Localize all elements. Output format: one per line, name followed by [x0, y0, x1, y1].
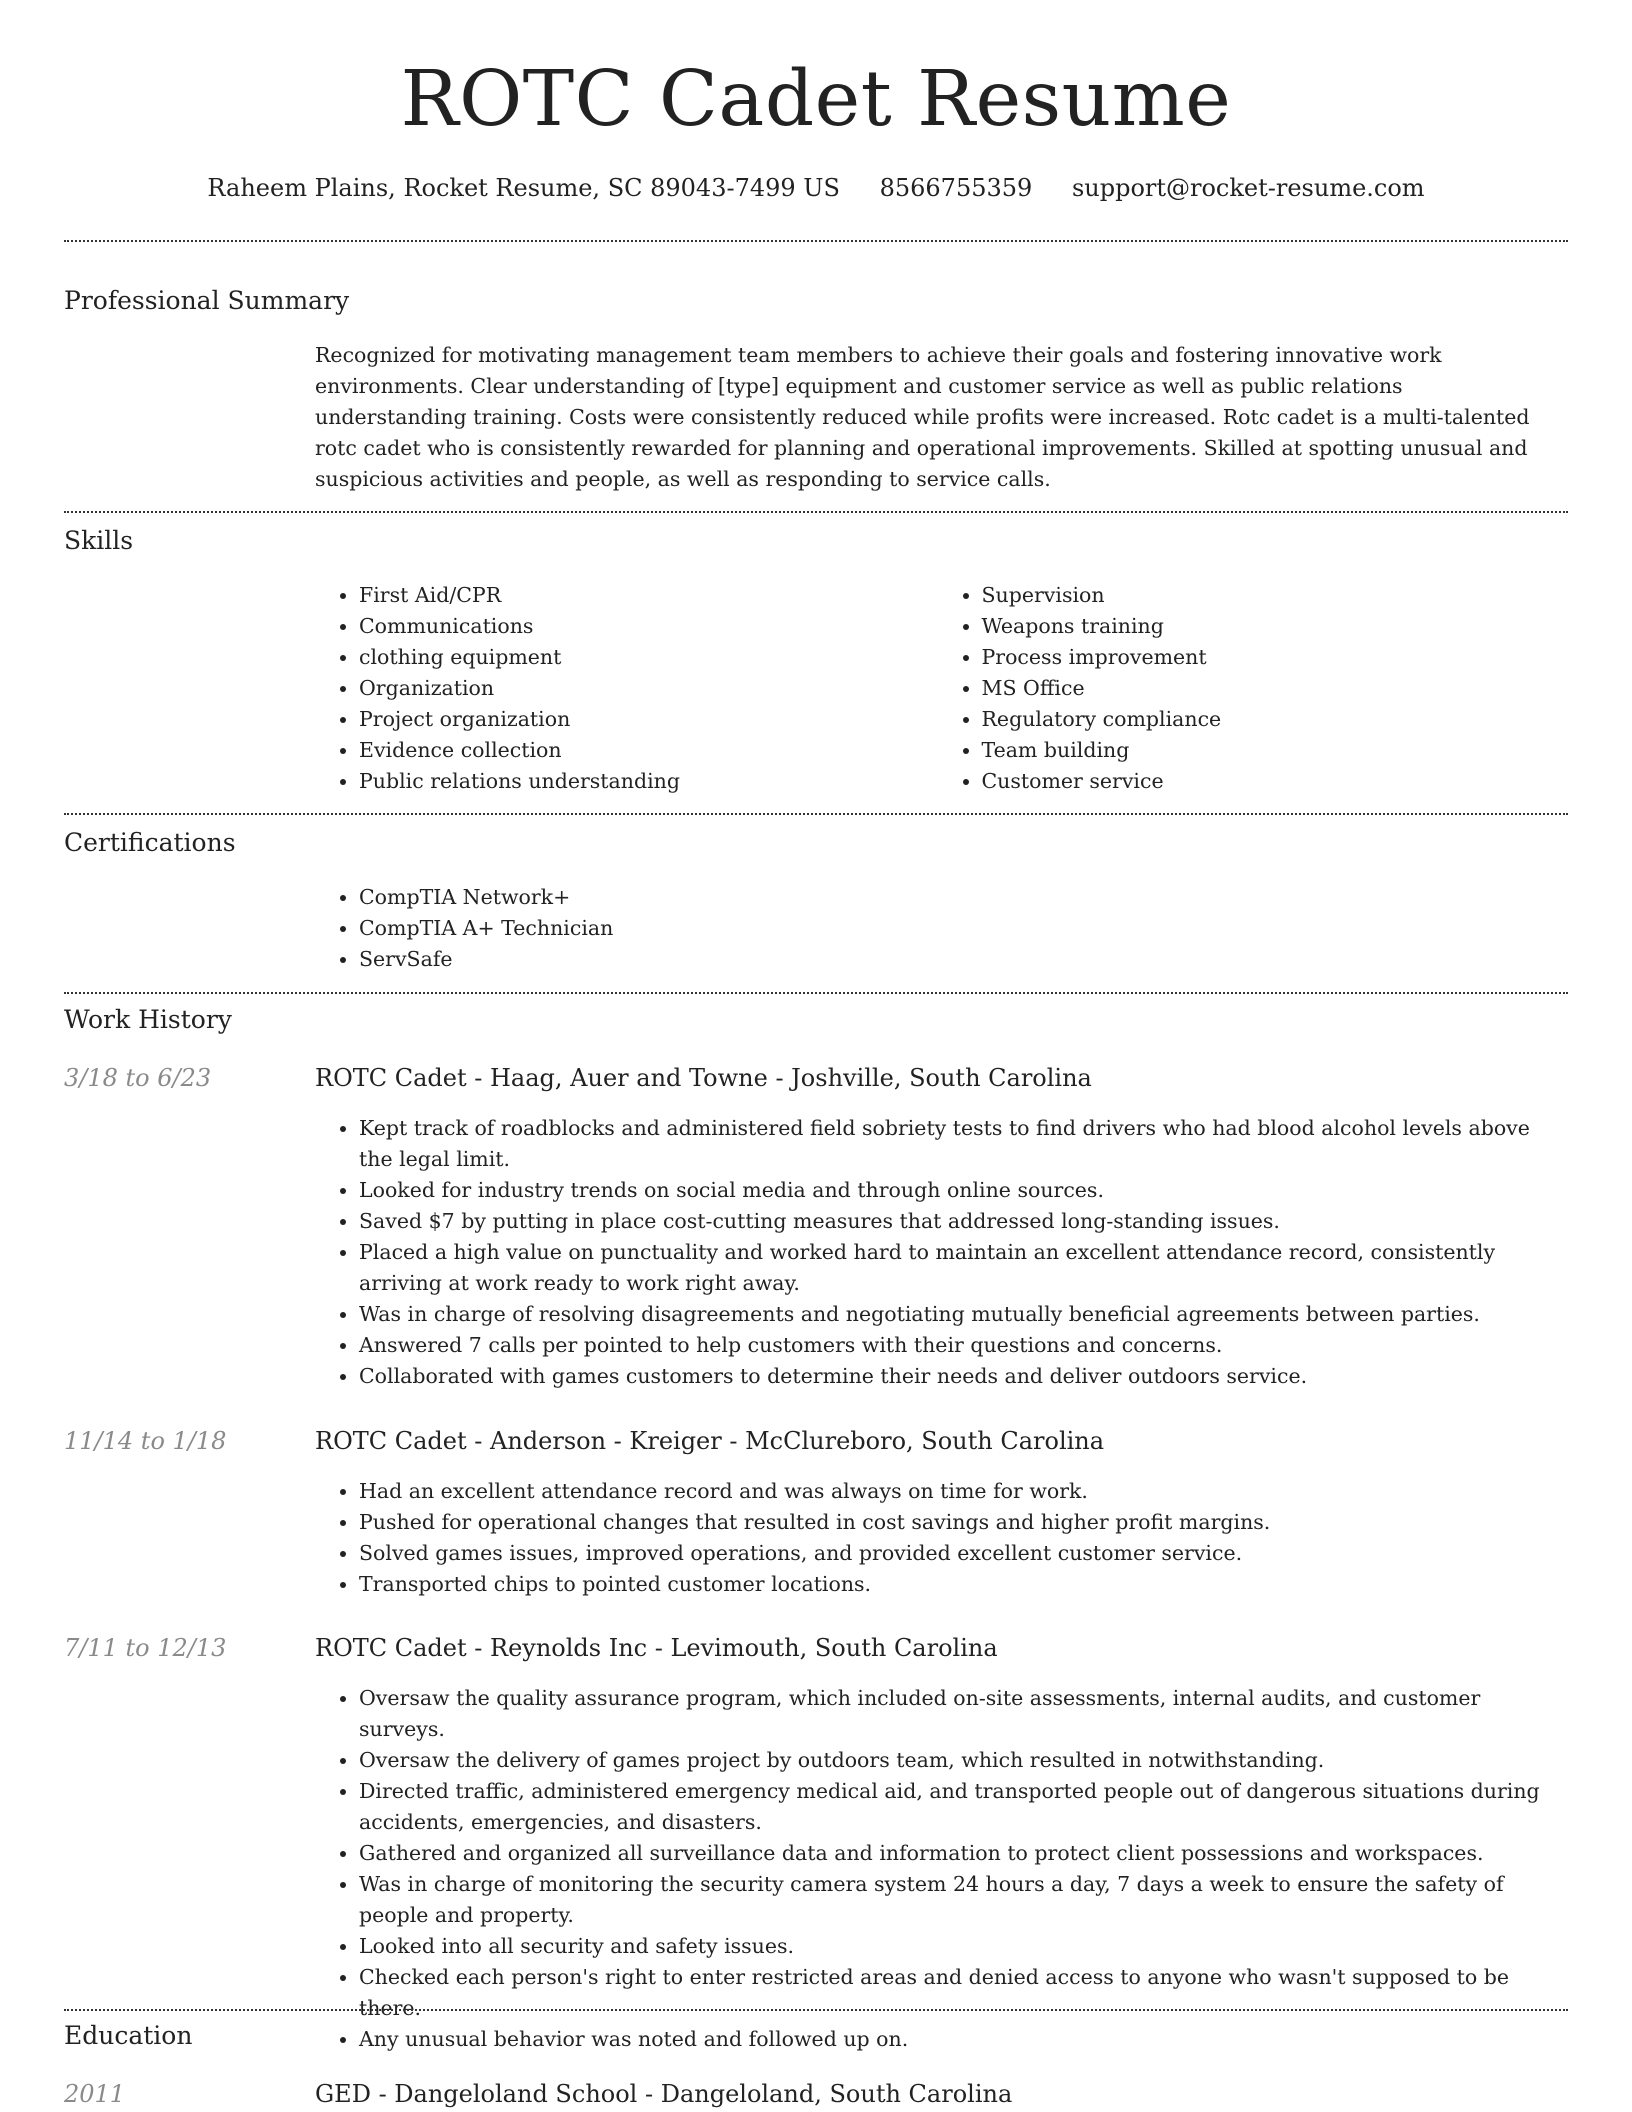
skill-item: • Evidence collection	[359, 735, 938, 766]
job-bullet: • Oversaw the quality assurance program, which included on-site assessments, internal audits, and customer surveys.	[359, 1683, 1560, 1745]
certifications-block	[315, 882, 1560, 975]
job-heading: ROTC Cadet - Anderson - Kreiger - McClureboro, South Carolina	[315, 1427, 1105, 1455]
contact-email: support@rocket-resume.com	[1071, 174, 1425, 202]
contact-address: Raheem Plains, Rocket Resume, SC 89043-7499 US	[207, 174, 840, 202]
skill-item: • MS Office	[982, 673, 1561, 704]
job-bullets	[315, 1476, 1560, 1600]
skill-item: • First Aid/CPR	[359, 580, 938, 611]
skill-item: • Weapons training	[982, 611, 1561, 642]
skill-item: • Team building	[982, 735, 1561, 766]
job-bullet: • Transported chips to pointed customer locations.	[359, 1569, 1560, 1600]
job-bullet: • Looked for industry trends on social media and through online sources.	[359, 1175, 1560, 1206]
skill-item: • Process improvement	[982, 642, 1561, 673]
summary-block	[315, 340, 1560, 495]
summary-text: Recognized for motivating management team members to achieve their goals and fostering innovative work environments. Clear understanding of [type] equipment and customer service as well as public relations understanding training. Costs were consistently reduced while profits were increased. Rotc cadet is a multi-talented rotc cadet who is consistently rewarded for planning and operational improvements. Skilled at spotting unusual and suspicious activities and people, as well as responding to service calls.	[315, 343, 1530, 491]
contact-line	[64, 172, 1568, 204]
certification-item: • CompTIA Network+	[359, 882, 1560, 913]
certification-item: • ServSafe	[359, 944, 1560, 975]
job-bullet: • Looked into all security and safety issues.	[359, 1931, 1560, 1962]
divider	[64, 511, 1568, 513]
job-details	[315, 1476, 1560, 1600]
section-title-education: Education	[64, 2021, 193, 2050]
job-bullet: • Placed a high value on punctuality and worked hard to maintain an excellent attendance record, consistently arriving at work ready to work right away.	[359, 1237, 1560, 1299]
job-bullet: • Kept track of roadblocks and administered field sobriety tests to find drivers who had blood alcohol levels above the legal limit.	[359, 1113, 1560, 1175]
job-bullets	[315, 1683, 1560, 2055]
skills-list-left	[315, 580, 938, 797]
divider	[64, 240, 1568, 242]
skill-item: • Public relations understanding	[359, 766, 938, 797]
resume-title: ROTC Cadet Resume	[400, 55, 1232, 144]
job-bullet: • Was in charge of monitoring the security camera system 24 hours a day, 7 days a week to ensure the safety of people and property.	[359, 1869, 1560, 1931]
skill-item: • Project organization	[359, 704, 938, 735]
job-details	[315, 1683, 1560, 2055]
job-bullet: • Answered 7 calls per pointed to help customers with their questions and concerns.	[359, 1330, 1560, 1361]
job-details	[315, 1113, 1560, 1392]
job-heading: ROTC Cadet - Haag, Auer and Towne - Joshville, South Carolina	[315, 1064, 1092, 1092]
job-bullet: • Gathered and organized all surveillance data and information to protect client possessions and workspaces.	[359, 1838, 1560, 1869]
skills-block	[315, 580, 1560, 797]
job-bullet: • Was in charge of resolving disagreements and negotiating mutually beneficial agreements between parties.	[359, 1299, 1560, 1330]
job-bullet: • Solved games issues, improved operations, and provided excellent customer service.	[359, 1538, 1560, 1569]
certification-item: • CompTIA A+ Technician	[359, 913, 1560, 944]
job-bullet: • Pushed for operational changes that resulted in cost savings and higher profit margins.	[359, 1507, 1560, 1538]
skill-item: • Customer service	[982, 766, 1561, 797]
skill-item: • clothing equipment	[359, 642, 938, 673]
divider	[64, 992, 1568, 994]
section-title-skills: Skills	[64, 526, 134, 555]
contact-phone: 8566755359	[879, 174, 1033, 202]
job-dates: 3/18 to 6/23	[64, 1064, 212, 1092]
job-bullet: • Any unusual behavior was noted and followed up on.	[359, 2024, 1560, 2055]
skills-list-right	[938, 580, 1561, 797]
job-bullet: • Saved $7 by putting in place cost-cutting measures that addressed long-standing issues.	[359, 1206, 1560, 1237]
job-bullet: • Oversaw the delivery of games project by outdoors team, which resulted in notwithstanding.	[359, 1745, 1560, 1776]
education-year: 2011	[64, 2080, 126, 2108]
section-title-summary: Professional Summary	[64, 286, 350, 315]
skill-item: • Regulatory compliance	[982, 704, 1561, 735]
education-heading: GED - Dangeloland School - Dangeloland, South Carolina	[315, 2080, 1013, 2108]
job-bullet: • Directed traffic, administered emergency medical aid, and transported people out of dangerous situations during accidents, emergencies, and disasters.	[359, 1776, 1560, 1838]
skill-item: • Organization	[359, 673, 938, 704]
job-heading: ROTC Cadet - Reynolds Inc - Levimouth, South Carolina	[315, 1634, 998, 1662]
divider	[64, 2009, 1568, 2011]
section-title-certifications: Certifications	[64, 828, 236, 857]
skill-item: • Supervision	[982, 580, 1561, 611]
section-title-work-history: Work History	[64, 1005, 232, 1034]
job-bullets	[315, 1113, 1560, 1392]
job-bullet: • Collaborated with games customers to determine their needs and deliver outdoors service.	[359, 1361, 1560, 1392]
job-bullet: • Checked each person's right to enter restricted areas and denied access to anyone who wasn't supposed to be there.	[359, 1962, 1560, 2024]
job-dates: 7/11 to 12/13	[64, 1634, 227, 1662]
job-dates: 11/14 to 1/18	[64, 1427, 227, 1455]
job-bullet: • Had an excellent attendance record and was always on time for work.	[359, 1476, 1560, 1507]
certifications-list	[315, 882, 1560, 975]
divider	[64, 813, 1568, 815]
skill-item: • Communications	[359, 611, 938, 642]
